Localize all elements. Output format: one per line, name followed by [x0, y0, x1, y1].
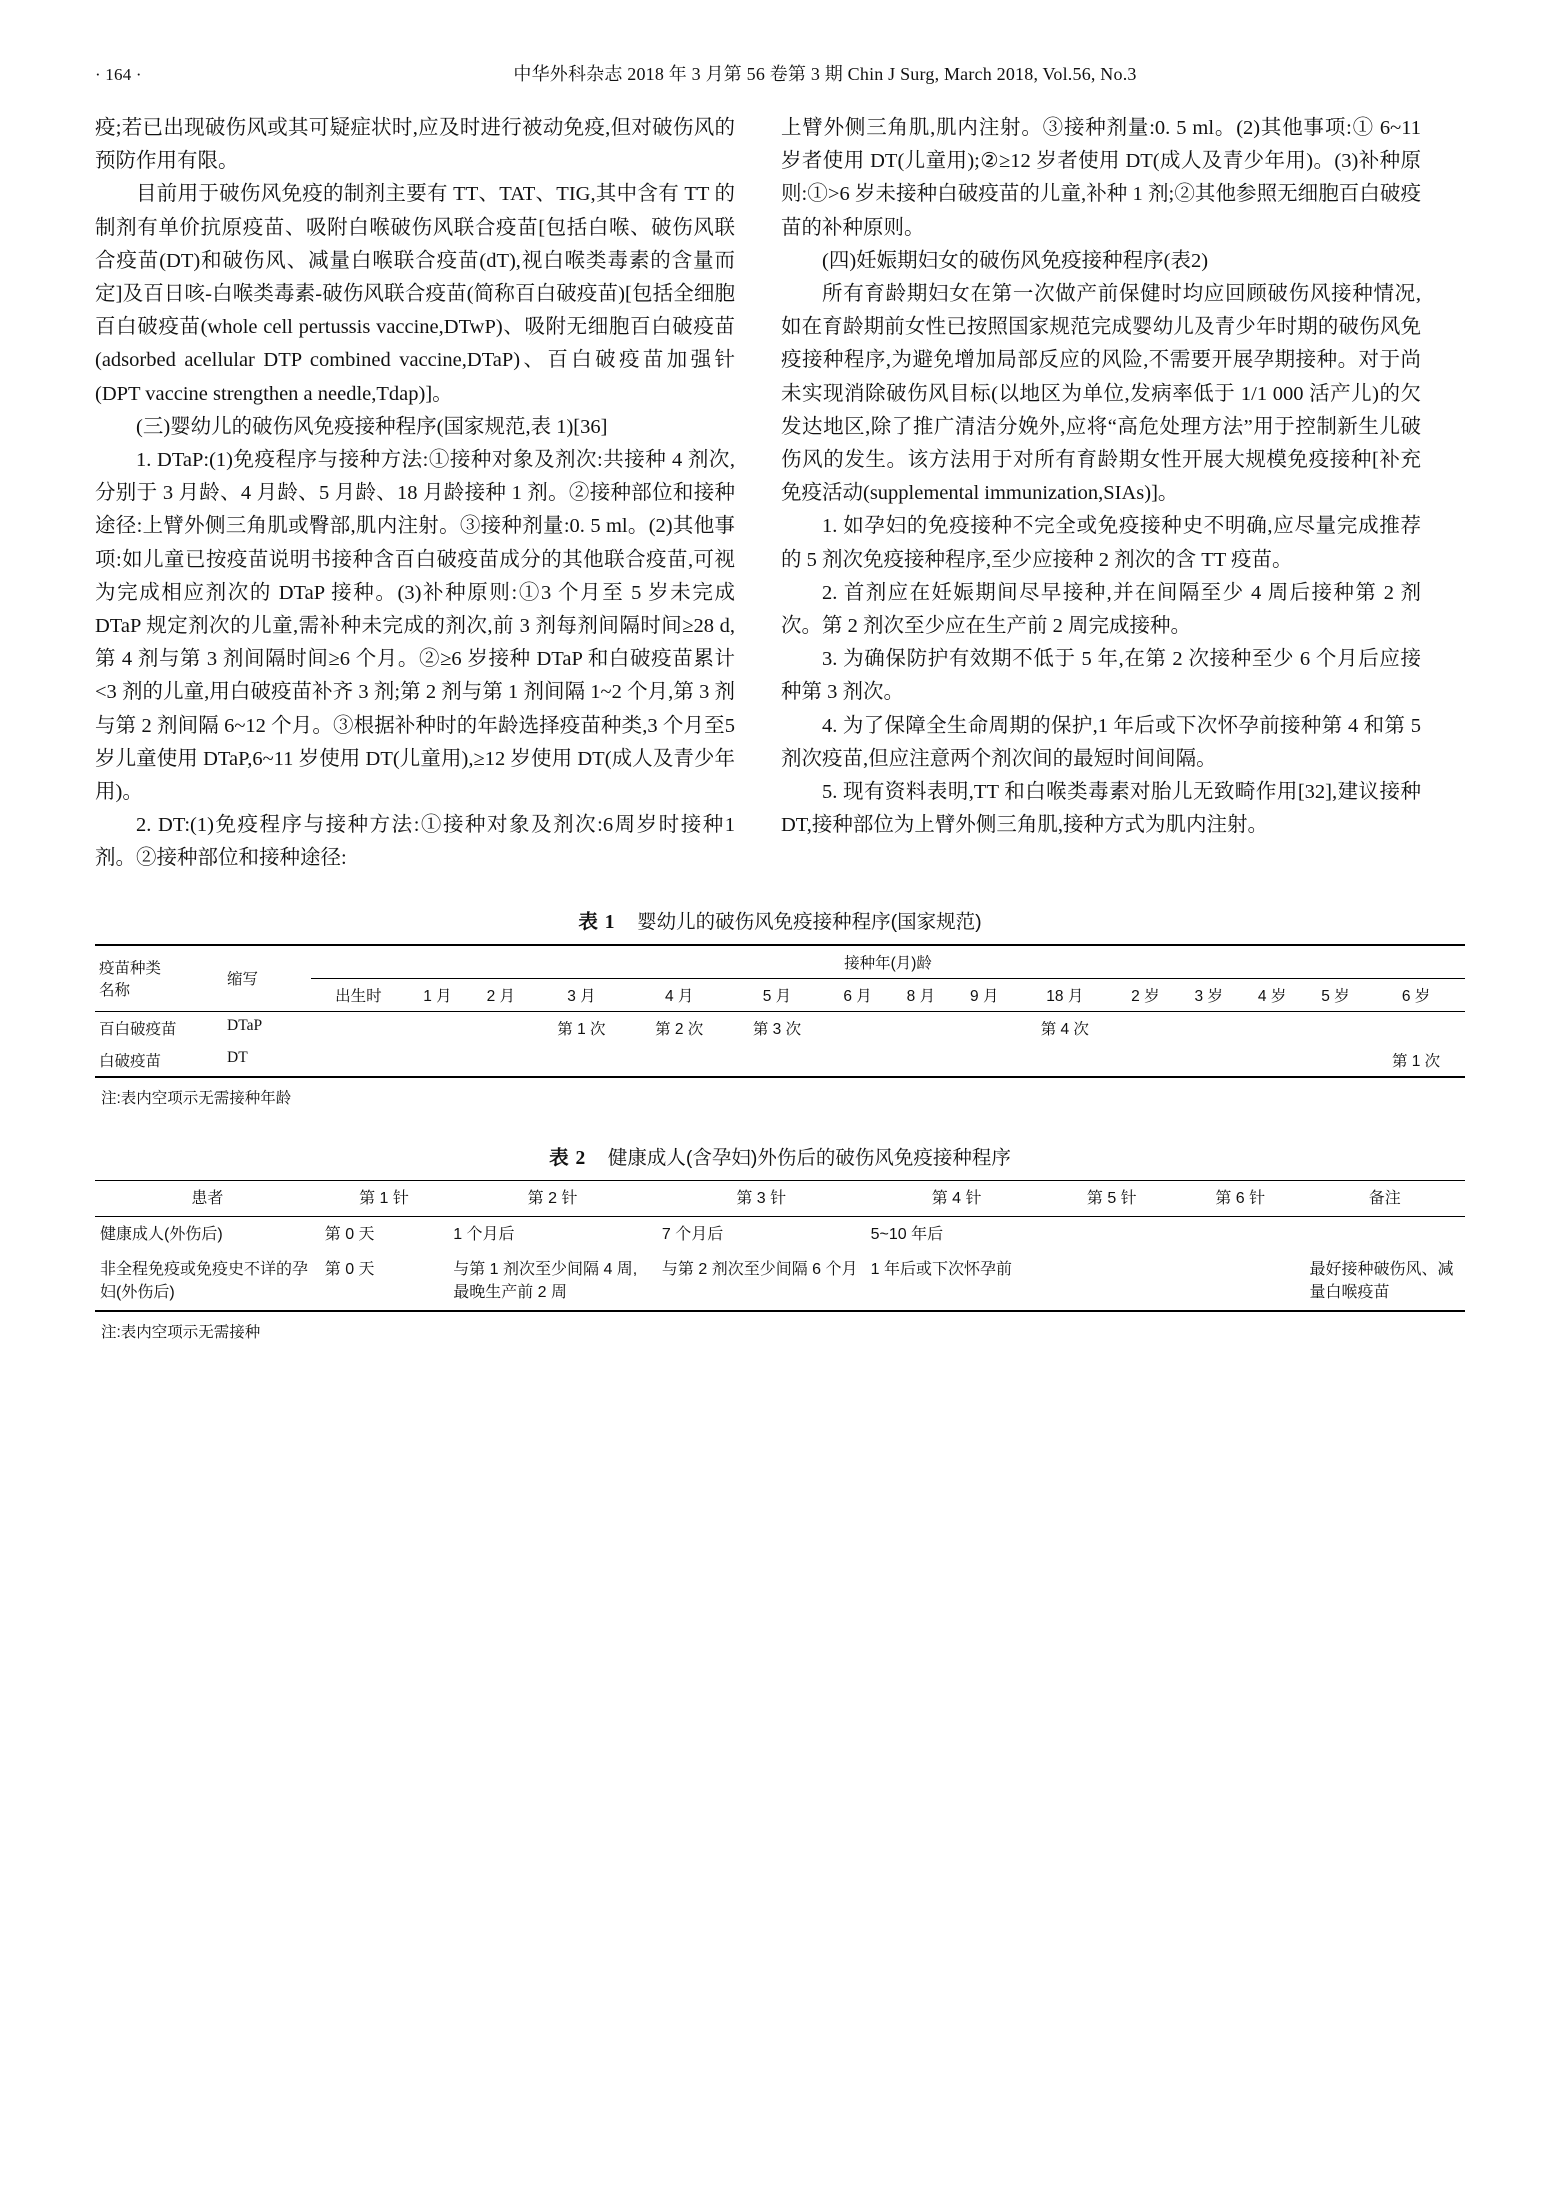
table1-row1-cell-1 [406, 1044, 469, 1077]
table1-age-col-7: 8 月 [906, 987, 936, 1005]
table1-row1-cell-2 [469, 1044, 532, 1077]
table1-row0-cell-5: 第 3 次 [728, 1011, 826, 1044]
paragraph-r1: 上臂外侧三角肌,肌内注射。③接种剂量:0. 5 ml。(2)其他事项:① 6~11 岁者使用 DT(儿童用);②≥12 岁者使用 DT(成人及青少年用)。(3)补种原则:①>6 岁未接种白破疫苗的儿童,补种 1 剂;②其他参照无细胞百白破疫苗的补种原则。 [781, 117, 1421, 239]
paragraph-l1: 疫;若已出现破伤风或其可疑症状时,应及时进行被动免疫,但对破伤风的预防作用有限。 [95, 117, 735, 173]
paragraph-r7: 4. 为了保障全生命周期的保护,1 年后或下次怀孕前接种第 4 和第 5 剂次疫苗,但应注意两个剂次间的最短时间间隔。 [781, 714, 1421, 770]
table1-row0-name: 百白破疫苗 [95, 1011, 223, 1044]
table1-col-vaccine-name-line2: 名称 [99, 982, 131, 1000]
left-column [95, 112, 735, 876]
table2-row1-dose3: 与第 2 剂次至少间隔 6 个月 [657, 1252, 866, 1311]
paragraph-l3-text: (三)婴幼儿的破伤风免疫接种程序(国家规范,表 1)[36] [136, 415, 608, 438]
table2-row0-dose5 [1048, 1216, 1176, 1252]
table1-row0-cell-14 [1367, 1011, 1465, 1044]
body-columns [95, 112, 1465, 876]
paragraph-r6: 3. 为确保防护有效期不低于 5 年,在第 2 次接种至少 6 个月后应接种第 3 剂次。 [781, 648, 1421, 704]
running-head [95, 60, 1465, 90]
table1-row1-cell-13 [1304, 1044, 1367, 1077]
table2-col-remark: 备注 [1304, 1180, 1465, 1216]
table1-row1-cell-4 [630, 1044, 728, 1077]
paragraph-l5: 2. DT:(1)免疫程序与接种方法:①接种对象及剂次:6周岁时接种1剂。②接种部位和接种途径: [95, 814, 735, 870]
table2-row1-dose4: 1 年后或下次怀孕前 [866, 1252, 1048, 1311]
table2-wrapper [95, 1142, 1465, 1343]
table1-row0-cell-1 [406, 1011, 469, 1044]
table1-row1-cell-12 [1240, 1044, 1303, 1077]
table2-col-dose4: 第 4 针 [866, 1180, 1048, 1216]
table2-row0-dose1: 第 0 天 [320, 1216, 448, 1252]
table2-col-dose6: 第 6 针 [1176, 1180, 1304, 1216]
table1-row0-cell-6 [826, 1011, 889, 1044]
paragraph-r4: 1. 如孕妇的免疫接种不完全或免疫接种史不明确,应尽量完成推荐的 5 剂次免疫接种程序,至少应接种 2 剂次的含 TT 疫苗。 [781, 515, 1421, 571]
table1-age-col-0: 出生时 [335, 987, 382, 1005]
table2-note: 注:表内空项示无需接种 [101, 1324, 261, 1342]
paragraph-l3 [95, 411, 735, 444]
paragraph-r2: (四)妊娠期妇女的破伤风免疫接种程序(表2) [822, 249, 1209, 272]
table1-caption [95, 906, 1465, 934]
table1-row1-name: 白破疫苗 [95, 1044, 223, 1077]
table1-col-vaccine-name [95, 945, 223, 1012]
table1-age-col-2: 2 月 [486, 987, 516, 1005]
table1-row0-cell-4: 第 2 次 [630, 1011, 728, 1044]
table1-age-col-6: 6 月 [843, 987, 872, 1005]
table1-age-col-11: 3 岁 [1194, 987, 1223, 1005]
table-row [95, 1044, 1465, 1077]
journal-citation: 中华外科杂志 2018 年 3 月第 56 卷第 3 期 Chin J Surg, March 2018, Vol.56, No.3 [513, 64, 1137, 84]
table2-row1-remark: 最好接种破伤风、减量白喉疫苗 [1304, 1252, 1465, 1311]
table2-col-dose2: 第 2 针 [448, 1180, 657, 1216]
table1-row0-cell-3: 第 1 次 [533, 1011, 631, 1044]
table1-age-col-5: 5 月 [762, 987, 792, 1005]
table1-wrapper [95, 906, 1465, 1108]
table2-row0-dose3: 7 个月后 [657, 1216, 866, 1252]
paragraph-l4: 1. DTaP:(1)免疫程序与接种方法:①接种对象及剂次:共接种 4 剂次,分别于 3 月龄、4 月龄、5 月龄、18 月龄接种 1 剂。②接种部位和接种途径:上臂外侧三角肌或臀部,肌内注射。③接种剂量:0. 5 ml。(2)其他事项:如儿童已按疫苗说明书接种含百白破疫苗成分的其他联合疫苗,可视为完成相应剂次的 DTaP 接种。(3)补种原则:①3 个月至 5 岁未完成 DTaP 规定剂次的儿童,需补种未完成的剂次,前 3 剂每剂间隔时间≥28 d,第 4 剂与第 3 剂间隔时间≥6 个月。②≥6 岁接种 DTaP 和白破疫苗累计<3 剂的儿童,用白破疫苗补齐 3 剂;第 2 剂与第 1 剂间隔 1~2 个月,第 3 剂与第 2 剂间隔 6~12 个月。③根据补种时的年龄选择疫苗种类,3 个月至5 岁儿童使用 DTaP,6~11 岁使用 DT(儿童用),≥12 岁使用 DT(成人及青少年用)。 [95, 449, 735, 804]
table1-row1-cell-6 [826, 1044, 889, 1077]
table1-row1-cell-5 [728, 1044, 826, 1077]
table1-header-row-1 [95, 945, 1465, 979]
table1-row1-cell-8 [953, 1044, 1016, 1077]
table1-age-col-9: 18 月 [1046, 987, 1084, 1005]
table2-row0-dose4: 5~10 年后 [866, 1216, 1048, 1252]
table1-title: 婴幼儿的破伤风免疫接种程序(国家规范) [637, 910, 982, 933]
table2-caption [95, 1142, 1465, 1170]
table2-row0-patient: 健康成人(外伤后) [95, 1216, 320, 1252]
paragraph-l2: 目前用于破伤风免疫的制剂主要有 TT、TAT、TIG,其中含有 TT 的制剂有单价抗原疫苗、吸附白喉破伤风联合疫苗[包括白喉、破伤风联合疫苗(DT)和破伤风、减量白喉联合疫苗(dT),视白喉类毒素的含量而定]及百日咳-白喉类毒素-破伤风联合疫苗(简称百白破疫苗)[包括全细胞百白破疫苗(whole cell pertussis vaccine,DTwP)、吸附无细胞百白破疫苗(adsorbed acellular DTP combined vaccine,DTaP)、百白破疫苗加强针(DPT vaccine strengthen a needle,Tdap)]。 [95, 183, 735, 405]
table1-row1-cell-14: 第 1 次 [1367, 1044, 1465, 1077]
table1-age-col-4: 4 月 [664, 987, 694, 1005]
table2-row1-dose6 [1176, 1252, 1304, 1311]
table1-row1-cell-3 [533, 1044, 631, 1077]
table1-label: 表 1 [578, 911, 616, 933]
table1-row1-cell-9 [1016, 1044, 1114, 1077]
paragraph-r3: 所有育龄期妇女在第一次做产前保健时均应回顾破伤风接种情况,如在育龄期前女性已按照国家规范完成婴幼儿及青少年时期的破伤风免疫接种程序,为避免增加局部反应的风险,不需要开展孕期接种。对于尚未实现消除破伤风目标(以地区为单位,发病率低于 1/1 000 活产儿)的欠发达地区,除了推广清洁分娩外,应将“高危处理方法”用于控制新生儿破伤风的发生。该方法用于对所有育龄期女性开展大规模免疫接种[补充免疫活动(supplemental immunization,SIAs)]。 [781, 283, 1421, 505]
table2-row1-dose1: 第 0 天 [320, 1252, 448, 1311]
table2-row0-remark [1304, 1216, 1465, 1252]
table1-row0-cell-0 [311, 1011, 406, 1044]
table1-row0-abbr: DTaP [223, 1011, 311, 1044]
table1-row1-cell-0 [311, 1044, 406, 1077]
table1 [95, 944, 1465, 1078]
table2-col-patient: 患者 [95, 1180, 320, 1216]
paragraph-r8: 5. 现有资料表明,TT 和白喉类毒素对胎儿无致畸作用[32],建议接种 DT,接种部位为上臂外侧三角肌,接种方式为肌内注射。 [781, 781, 1421, 837]
table1-row1-cell-10 [1114, 1044, 1177, 1077]
table2-header-row [95, 1180, 1465, 1216]
table2-title: 健康成人(含孕妇)外伤后的破伤风免疫接种程序 [607, 1146, 1011, 1169]
table1-col-vaccine-name-line1: 疫苗种类 [99, 960, 162, 978]
table2-row1-dose2: 与第 1 剂次至少间隔 4 周,最晚生产前 2 周 [448, 1252, 657, 1311]
paragraph-r5: 2. 首剂应在妊娠期间尽早接种,并在间隔至少 4 周后接种第 2 剂次。第 2 剂次至少应在生产前 2 周完成接种。 [781, 581, 1421, 638]
table-row [95, 1011, 1465, 1044]
table1-age-col-14: 6 岁 [1401, 987, 1431, 1005]
table1-row0-cell-13 [1304, 1011, 1367, 1044]
table1-age-col-8: 9 月 [970, 987, 999, 1005]
table1-note: 注:表内空项示无需接种年龄 [101, 1089, 292, 1107]
table2-label: 表 2 [549, 1147, 587, 1169]
table2-row0-dose6 [1176, 1216, 1304, 1252]
table1-age-col-12: 4 岁 [1257, 987, 1287, 1005]
table1-row0-cell-11 [1177, 1011, 1240, 1044]
table1-row1-cell-7 [889, 1044, 952, 1077]
table1-row0-cell-9: 第 4 次 [1016, 1011, 1114, 1044]
right-column [781, 112, 1421, 876]
table1-row0-cell-7 [889, 1011, 952, 1044]
table2 [95, 1180, 1465, 1313]
table2-row1-dose5 [1048, 1252, 1176, 1311]
table1-age-col-13: 5 岁 [1321, 987, 1350, 1005]
table1-row0-cell-12 [1240, 1011, 1303, 1044]
table2-row1-patient: 非全程免疫或免疫史不详的孕妇(外伤后) [95, 1252, 320, 1311]
table1-row0-cell-10 [1114, 1011, 1177, 1044]
table1-col-abbr: 缩写 [223, 945, 311, 1012]
table-row [95, 1252, 1465, 1311]
table2-col-dose3: 第 3 针 [657, 1180, 866, 1216]
table1-age-col-10: 2 岁 [1131, 987, 1160, 1005]
table1-row1-abbr: DT [223, 1044, 311, 1077]
table1-row0-cell-2 [469, 1011, 532, 1044]
table1-age-col-1: 1 月 [423, 987, 452, 1005]
table1-row0-cell-8 [953, 1011, 1016, 1044]
table1-row1-cell-11 [1177, 1044, 1240, 1077]
table-row [95, 1216, 1465, 1252]
table2-row0-dose2: 1 个月后 [448, 1216, 657, 1252]
table2-col-dose1: 第 1 针 [320, 1180, 448, 1216]
table1-age-col-3: 3 月 [567, 987, 596, 1005]
table1-group-header: 接种年(月)龄 [311, 945, 1465, 979]
table2-col-dose5: 第 5 针 [1048, 1180, 1176, 1216]
page-folio: · 164 · [95, 65, 142, 84]
